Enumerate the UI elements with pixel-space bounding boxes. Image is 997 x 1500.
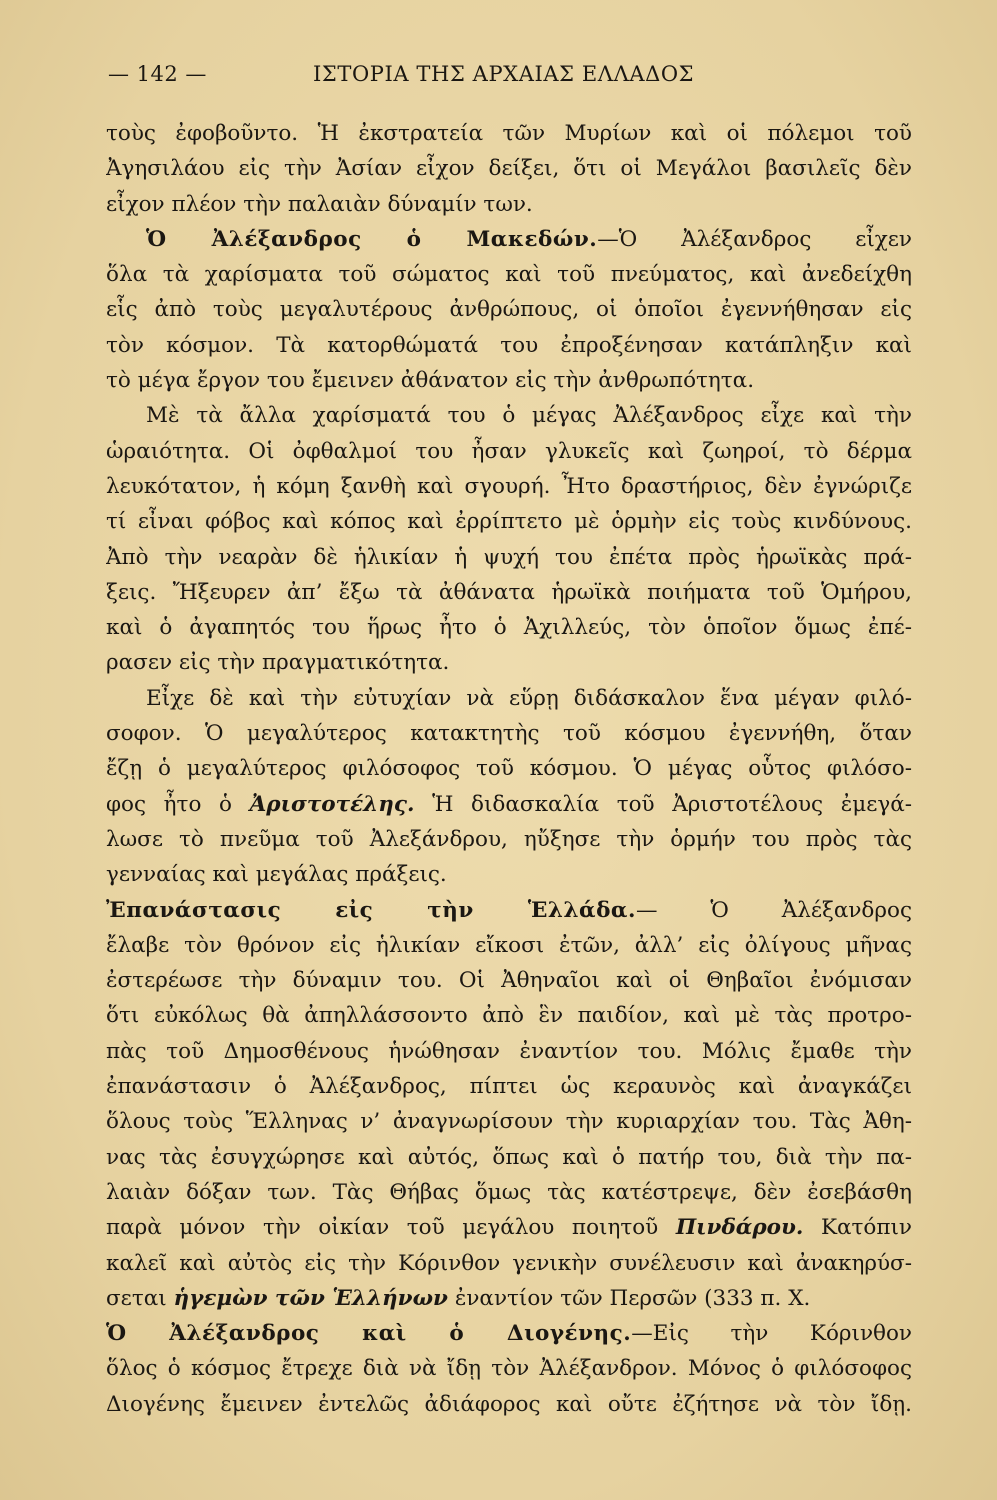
text-line xyxy=(106,1210,912,1245)
section-heading-line xyxy=(106,1316,912,1351)
text-line: ξεις. Ἤξευρεν ἀπ’ ἔξω τὰ ἀθάνατα ἡρωϊκὰ ποιήματα τοῦ Ὁμήρου, xyxy=(106,579,912,605)
text-line: σοφον. Ὁ μεγαλύτερος κατακτητὴς τοῦ κόσμου ἐγεννήθη, ὅταν xyxy=(106,721,912,747)
text-line: ἔζῃ ὁ μεγαλύτερος φιλόσοφος τοῦ κόσμου. Ὁ μέγας οὗτος φιλόσο- xyxy=(106,756,912,782)
emphasized-name: Πινδάρου. xyxy=(675,1215,804,1241)
text-segment: Ἡ διδασκαλία τοῦ Ἀριστοτέλους ἐμεγά- xyxy=(414,791,912,817)
text-line: γενναίας καὶ μεγάλας πράξεις. xyxy=(106,862,447,888)
text-segment: σεται xyxy=(106,1285,174,1311)
text-line: Διογένης ἔμεινεν ἐντελῶς ἀδιάφορος καὶ οὔτε ἐζήτησε νὰ τὸν ἴδῃ. xyxy=(106,1391,912,1417)
text-line: ἔλαβε τὸν θρόνον εἰς ἡλικίαν εἴκοσι ἐτῶν, ἀλλ’ εἰς ὀλίγους μῆνας xyxy=(106,932,912,958)
page-body xyxy=(106,116,912,1422)
section-heading-line xyxy=(106,222,912,257)
text-line: Εἶχε δὲ καὶ τὴν εὐτυχίαν νὰ εὕρῃ διδάσκαλον ἕνα μέγαν φιλό- xyxy=(146,685,912,711)
emphasized-name: Ἀριστοτέλης. xyxy=(249,791,415,817)
text-segment: φος ἦτο ὁ xyxy=(106,791,250,817)
section-heading: Ὁ Ἀλέξανδρος καὶ ὁ Διογένης. xyxy=(106,1321,632,1347)
text-line: ἐστερέωσε τὴν δύναμιν του. Οἱ Ἀθηναῖοι καὶ οἱ Θηβαῖοι ἐνόμισαν xyxy=(106,968,912,994)
text-line: πὰς τοῦ Δημοσθένους ἡνώθησαν ἐναντίον του. Μόλις ἔμαθε τὴν xyxy=(106,1038,912,1064)
page-number: — 142 — xyxy=(108,62,207,86)
text-line: λευκότατον, ἡ κόμη ξανθὴ καὶ σγουρή. Ἦτο δραστήριος, δὲν ἐγνώριζε xyxy=(106,473,912,499)
text-line: τὸν κόσμον. Τὰ κατορθώματά του ἐπροξένησαν κατάπληξιν καὶ xyxy=(106,332,912,358)
text-line: εἶχον πλέον τὴν παλαιὰν δύναμίν των. xyxy=(106,191,533,217)
text-line: τοὺς ἐφοβοῦντο. Ἡ ἐκστρατεία τῶν Μυρίων καὶ οἱ πόλεμοι τοῦ xyxy=(106,121,912,146)
text-line: ὡραιότητα. Οἱ ὀφθαλμοί του ἦσαν γλυκεῖς καὶ ζωηροί, τὸ δέρμα xyxy=(106,438,912,464)
text-line: Ἀπὸ τὴν νεαρὰν δὲ ἡλικίαν ἡ ψυχή του ἐπέτα πρὸς ἡρωϊκὰς πρά- xyxy=(106,544,912,570)
text-line: Ἀγησιλάου εἰς τὴν Ἀσίαν εἶχον δείξει, ὅτι οἱ Μεγάλοι βασιλεῖς δὲν xyxy=(106,156,912,182)
text-segment: — Ὁ Ἀλέξανδρος xyxy=(635,897,912,923)
text-line: καὶ ὁ ἀγαπητός του ἥρως ἦτο ὁ Ἀχιλλεύς, τὸν ὁποῖον ὅμως ἐπέ- xyxy=(106,615,912,641)
text-line: τὸ μέγα ἔργον του ἔμεινεν ἀθάνατον εἰς τὴν ἀνθρωπότητα. xyxy=(106,368,755,394)
text-line: λαιὰν δόξαν των. Τὰς Θήβας ὅμως τὰς κατέστρεψε, δὲν ἐσεβάσθη xyxy=(106,1179,912,1205)
text-line: ὅλα τὰ χαρίσματα τοῦ σώματος καὶ τοῦ πνεύματος, καὶ ἀνεδείχθη xyxy=(106,262,912,288)
text-line: τί εἶναι φόβος καὶ κόπος καὶ ἐρρίπτετο μὲ ὁρμὴν εἰς τοὺς κινδύνους. xyxy=(106,509,912,535)
text-line: ὅλος ὁ κόσμος ἔτρεχε διὰ νὰ ἴδῃ τὸν Ἀλέξανδρον. Μόνος ὁ φιλόσοφος xyxy=(106,1356,912,1382)
running-title: ΙΣΤΟΡΙΑ ΤΗΣ ΑΡΧΑΙΑΣ ΕΛΛΑΔΟΣ xyxy=(313,62,695,86)
section-heading: Ἐπανάστασις εἰς τὴν Ἑλλάδα. xyxy=(106,897,636,923)
text-segment: —Ὁ Ἀλέξανδρος εἶχεν xyxy=(597,226,912,252)
text-line: εἷς ἀπὸ τοὺς μεγαλυτέρους ἀνθρώπους, οἱ ὁποῖοι ἐγεννήθησαν εἰς xyxy=(106,297,912,323)
text-line: λωσε τὸ πνεῦμα τοῦ Ἀλεξάνδρου, ηὔξησε τὴν ὁρμήν του πρὸς τὰς xyxy=(106,826,912,852)
text-line: Μὲ τὰ ἄλλα χαρίσματά του ὁ μέγας Ἀλέξανδρος εἶχε καὶ τὴν xyxy=(146,403,912,429)
text-line: ρασεν εἰς τὴν πραγματικότητα. xyxy=(106,650,450,676)
text-segment: παρὰ μόνον τὴν οἰκίαν τοῦ μεγάλου ποιητοῦ xyxy=(106,1215,676,1241)
emphasized-name: ἡγεμὼν τῶν Ἑλλήνων xyxy=(173,1285,448,1311)
text-line: ὅτι εὐκόλως θὰ ἀπηλλάσσοντο ἀπὸ ἓν παιδίον, καὶ μὲ τὰς προτρο- xyxy=(106,1003,912,1029)
text-line: νας τὰς ἐσυγχώρησε καὶ αὐτός, ὅπως καὶ ὁ πατήρ του, διὰ τὴν πα- xyxy=(106,1144,912,1170)
text-segment: Κατόπιν xyxy=(803,1215,912,1241)
text-segment: ἐναντίον τῶν Περσῶν (333 π. Χ. xyxy=(447,1285,811,1311)
text-line xyxy=(106,1281,912,1316)
running-header xyxy=(108,62,908,96)
text-line: ὅλους τοὺς Ἕλληνας ν’ ἀναγνωρίσουν τὴν κυριαρχίαν του. Τὰς Ἀθη- xyxy=(106,1109,912,1135)
section-heading-line xyxy=(106,893,912,928)
text-segment: —Εἰς τὴν Κόρινθον xyxy=(631,1321,912,1347)
text-line: καλεῖ καὶ αὐτὸς εἰς τὴν Κόρινθον γενικὴν συνέλευσιν καὶ ἀνακηρύσ- xyxy=(106,1250,912,1276)
section-heading: Ὁ Ἀλέξανδρος ὁ Μακεδών. xyxy=(146,226,598,252)
text-line xyxy=(106,787,912,822)
text-line: ἐπανάστασιν ὁ Ἀλέξανδρος, πίπτει ὡς κεραυνὸς καὶ ἀναγκάζει xyxy=(106,1074,912,1100)
